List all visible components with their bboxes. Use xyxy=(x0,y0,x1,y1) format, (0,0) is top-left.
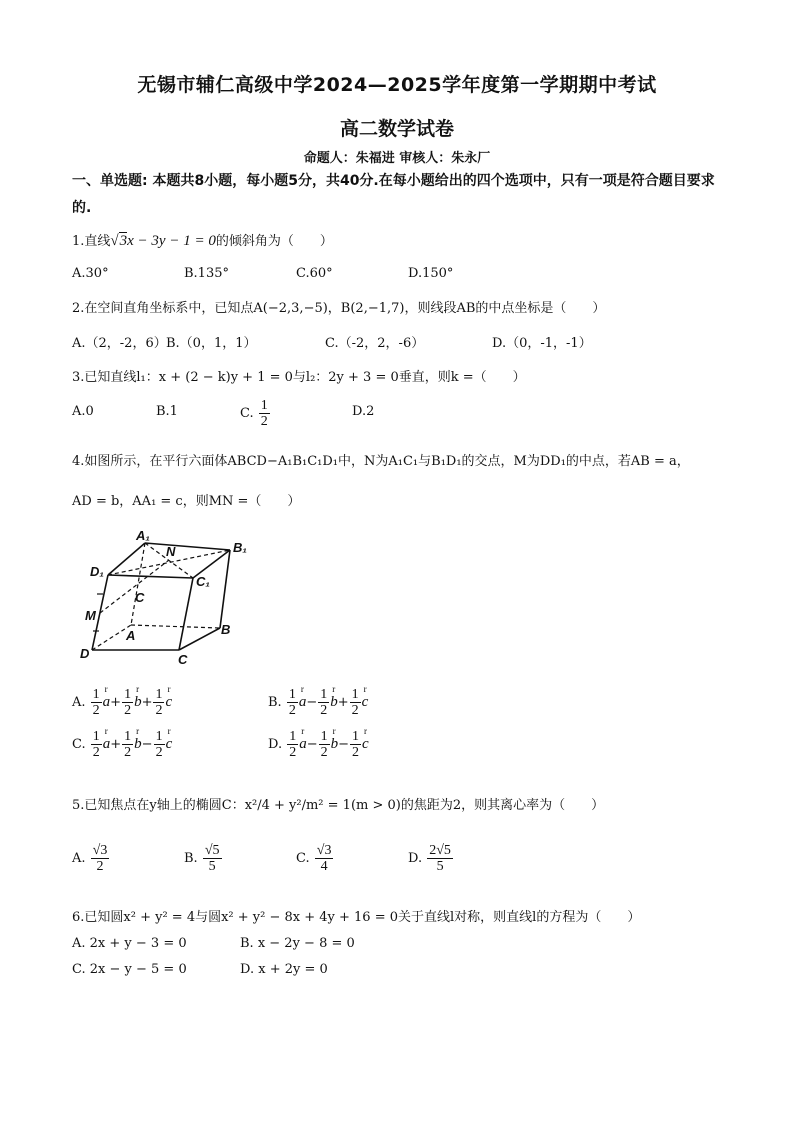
label-c-mid: C xyxy=(135,590,145,605)
q3-option-c-den: 2 xyxy=(260,414,268,429)
question-3: 3.已知直线l₁：x + (2 − k)y + 1 = 0与l₂：2y + 3 = 0垂直，则k =（ ） xyxy=(72,370,526,385)
question-4-line-1: 4.如图所示，在平行六面体ABCD−A₁B₁C₁D₁中，N为A₁C₁与B₁D₁的交点，M为DD₁的中点，若AB = a， xyxy=(72,454,690,469)
label-b: B xyxy=(221,622,231,637)
q3-option-a: A.0 xyxy=(72,404,94,419)
section-heading: 一、单选题: 本题共8小题，每小题5分，共40分.在每小题给出的四个选项中，只有一项是符合题目要求的. xyxy=(72,173,715,216)
q1-option-b: B.135° xyxy=(184,266,229,281)
q4-option-b: B. $\frac{1}{2}$ r a− $\frac{1}{2}$ r b+ $\frac{1}{2}$ r c xyxy=(268,687,368,718)
edge-c1-c xyxy=(179,578,193,650)
q6-option-b: B. x − 2y − 8 = 0 xyxy=(240,936,355,951)
q5-option-a-label: A. xyxy=(72,851,86,866)
label-a1: A₁ xyxy=(136,530,150,543)
q6-option-c: C. 2x − y − 5 = 0 xyxy=(72,962,187,977)
q6-option-d: D. x + 2y = 0 xyxy=(240,962,328,977)
q3-option-c xyxy=(240,398,271,429)
q5-option-c-label: C. xyxy=(296,851,310,866)
label-m: M xyxy=(85,608,96,623)
q5-option-b-label: B. xyxy=(184,851,198,866)
label-c1: C₁ xyxy=(196,574,210,589)
q5-option-d: D. $\frac{2√5}{5}$ xyxy=(408,843,451,874)
q3-option-c-num: 1 xyxy=(260,398,268,413)
edge-a1-b1 xyxy=(145,543,230,550)
exam-authors: 命题人：朱福进 审核人：朱永厂 xyxy=(303,151,491,166)
question-4-line-2: AD = b，AA₁ = c，则MN =（ ） xyxy=(72,494,301,509)
label-b1: B₁ xyxy=(233,540,247,555)
q1-option-c: C.60° xyxy=(296,266,333,281)
q3-option-c-fraction xyxy=(259,398,270,429)
q5-option-c: C. $\frac{√3}{4}$ xyxy=(296,843,332,874)
label-c: C xyxy=(178,652,188,667)
q3-option-b: B.1 xyxy=(156,404,178,419)
q2-option-d: D.（0，-1，-1） xyxy=(492,336,592,351)
q2-option-a: A.（2，-2，6） xyxy=(72,336,167,351)
exam-subtitle: 高二数学试卷 xyxy=(339,118,454,140)
q4-option-a: A. $\frac{1}{2}$ r a+ $\frac{1}{2}$ r b+ $\frac{1}{2}$ r c xyxy=(72,687,172,718)
label-d: D xyxy=(80,646,90,661)
label-a: A xyxy=(126,628,136,643)
question-1-equation: √3x − 3y − 1 = 0 xyxy=(110,233,216,249)
q2-option-b: B.（0，1，1） xyxy=(166,336,257,351)
question-1-prefix: 1.直线 xyxy=(72,234,111,249)
question-6: 6.已知圆x² + y² = 4与圆x² + y² − 8x + 4y + 16 = 0关于直线l对称，则直线l的方程为（ ） xyxy=(72,910,641,925)
question-5: 5.已知焦点在y轴上的椭圆C：x²/4 + y²/m² = 1(m > 0)的焦距为2，则其离心率为（ ） xyxy=(72,798,605,813)
q4-option-b-label: B. xyxy=(268,695,282,710)
edge-c-b xyxy=(179,628,220,650)
q5-option-a: A. $\frac{√3}{2}$ xyxy=(72,843,108,874)
q5-option-b: B. $\frac{√5}{5}$ xyxy=(184,843,220,874)
edge-d1-c1 xyxy=(108,575,193,578)
question-1 xyxy=(72,230,333,250)
q4-option-a-label: A. xyxy=(72,695,86,710)
question-1-suffix: 的倾斜角为（ ） xyxy=(215,234,333,249)
edge-b1-b xyxy=(220,550,230,628)
q4-option-c-label: C. xyxy=(72,737,86,752)
edge-a-b xyxy=(131,625,220,628)
q3-option-d: D.2 xyxy=(352,404,375,419)
q6-option-a: A. 2x + y − 3 = 0 xyxy=(72,936,187,951)
q5-option-d-label: D. xyxy=(408,851,423,866)
q4-option-c: C. $\frac{1}{2}$ r a+ $\frac{1}{2}$ r b− $\frac{1}{2}$ r c xyxy=(72,729,172,760)
edge-d1-a1 xyxy=(108,543,145,575)
q2-option-c: C.（-2，2，-6） xyxy=(325,336,425,351)
segment-m-n xyxy=(100,560,169,613)
parallelepiped-figure xyxy=(78,530,258,670)
q4-option-d: D. $\frac{1}{2}$ r a− $\frac{1}{2}$ r b− $\frac{1}{2}$ r c xyxy=(268,729,369,760)
label-d1: D₁ xyxy=(90,564,104,579)
edge-a1-a xyxy=(131,543,145,625)
question-2: 2.在空间直角坐标系中，已知点A(−2,3,−5)，B(2,−1,7)，则线段AB的中点坐标是（ ） xyxy=(72,301,606,316)
q1-option-a: A.30° xyxy=(72,266,109,281)
label-n: N xyxy=(166,544,176,559)
exam-title: 无锡市辅仁高级中学2024—2025学年度第一学期期中考试 xyxy=(137,74,657,96)
q4-option-d-label: D. xyxy=(268,737,283,752)
q1-option-d: D.150° xyxy=(408,266,454,281)
q3-option-c-label: C. xyxy=(240,406,254,421)
